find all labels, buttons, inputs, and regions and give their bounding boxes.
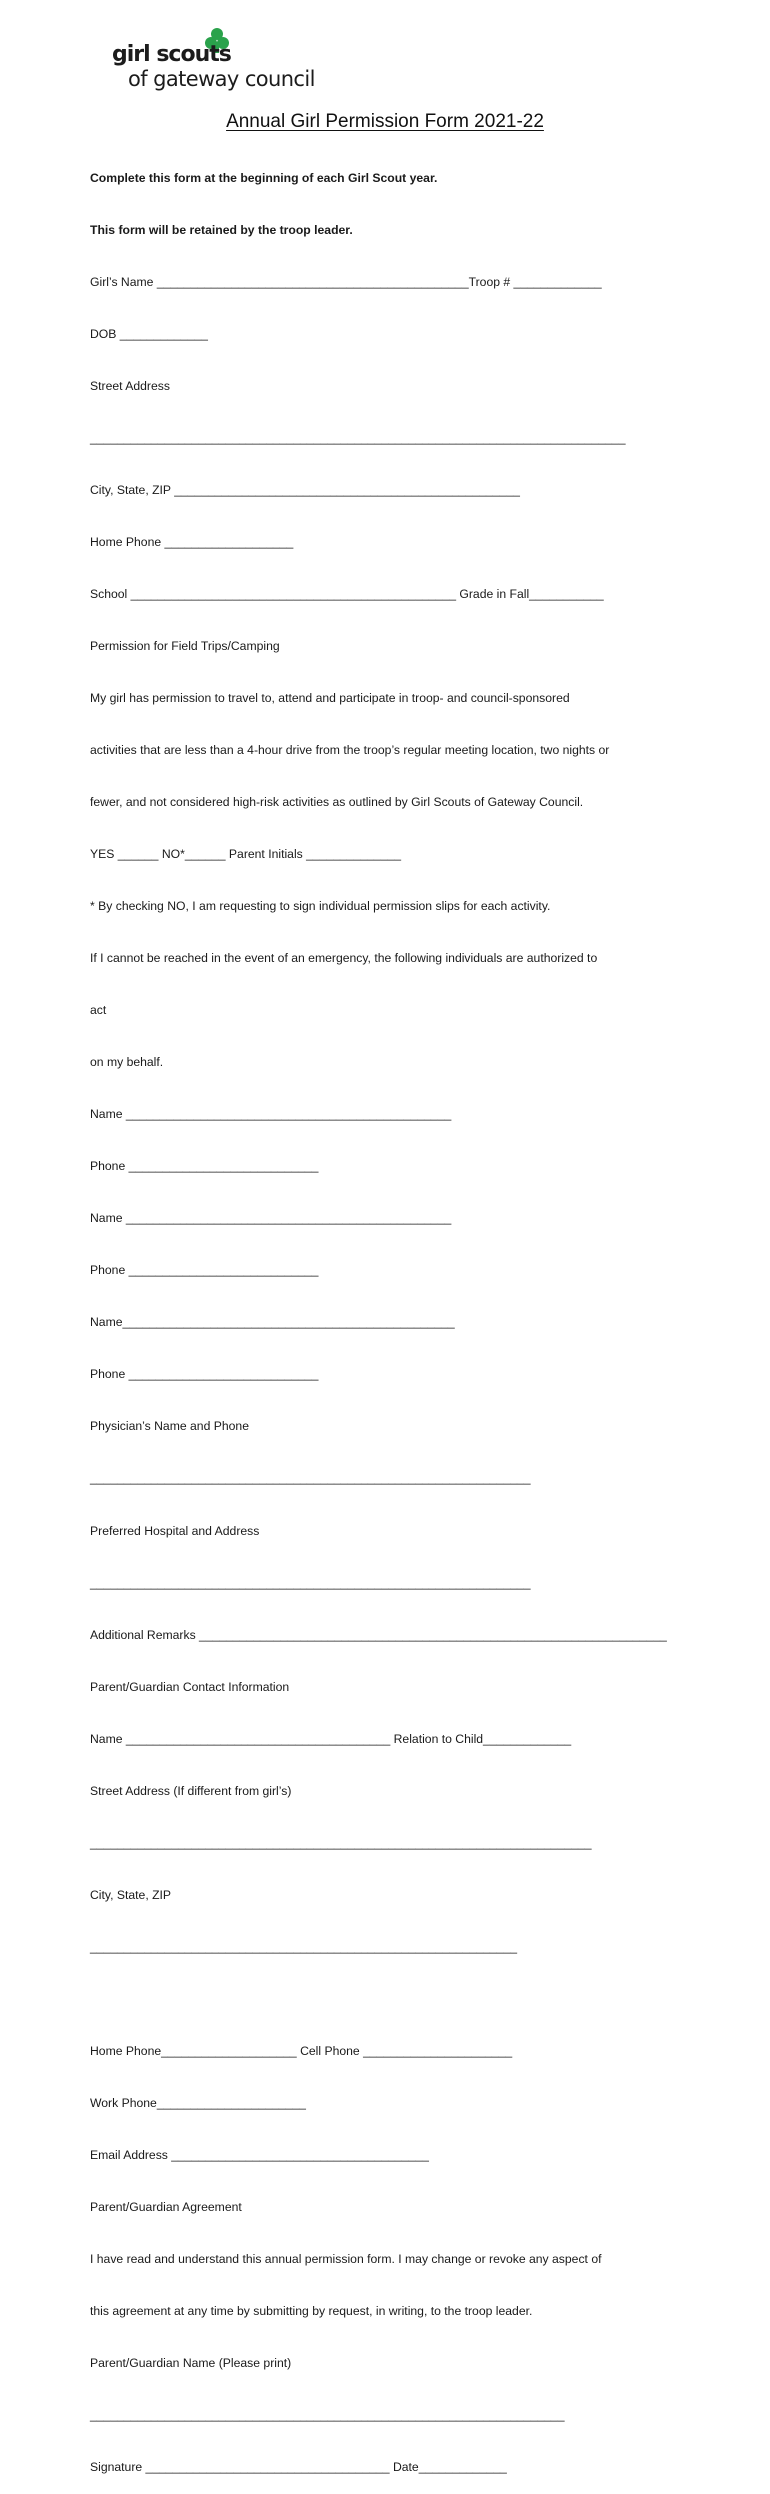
yes-no-initials-field[interactable]: YES ______ NO*______ Parent Initials ______________ <box>90 847 402 862</box>
agreement-text: I have read and understand this annual permission form. I may change or revoke any aspect of <box>90 2251 602 2266</box>
logo-text-line1: girl scouts <box>112 42 231 67</box>
parent-city-state-zip-field[interactable]: _______________________________________________________________ <box>90 1939 518 1954</box>
logo-text-line2: of gateway council <box>128 67 315 91</box>
additional-remarks-field[interactable]: Additional Remarks _____________________________________________________________________ <box>90 1627 667 1642</box>
section-heading-field-trips: Permission for Field Trips/Camping <box>90 638 280 653</box>
section-heading-agreement: Parent/Guardian Agreement <box>90 2199 242 2214</box>
parent-name-print-field[interactable]: ______________________________________________________________________ <box>90 2408 565 2423</box>
street-address-field[interactable]: _______________________________________________________________________________ <box>90 430 626 445</box>
form-body <box>90 135 690 2494</box>
form-title: Annual Girl Permission Form 2021-22 <box>226 111 544 132</box>
instruction-line: Complete this form at the beginning of each Girl Scout year. <box>90 170 438 185</box>
spacer <box>90 1991 690 2008</box>
girl-name-troop-field[interactable]: Girl’s Name ______________________________________________Troop # _____________ <box>90 274 602 289</box>
instruction-line: This form will be retained by the troop leader. <box>90 222 353 237</box>
parent-street-address-label: Street Address (If different from girl’s) <box>90 1783 292 1798</box>
emergency-name-field-1[interactable]: Name ________________________________________________ <box>90 1107 452 1122</box>
permission-text: My girl has permission to travel to, attend and participate in troop- and council-sponsored <box>90 691 570 705</box>
physician-field[interactable]: _________________________________________________________________ <box>90 1471 531 1486</box>
emergency-name-field-3[interactable]: Name_________________________________________________ <box>90 1315 455 1330</box>
parent-name-print-label: Parent/Guardian Name (Please print) <box>90 2356 292 2370</box>
emergency-text: If I cannot be reached in the event of an emergency, the following individuals are authorized to <box>90 951 598 966</box>
work-phone-field[interactable]: Work Phone______________________ <box>90 2095 306 2110</box>
parent-street-address-field[interactable]: __________________________________________________________________________ <box>90 1835 592 1850</box>
signature-date-field[interactable]: Signature ____________________________________ Date_____________ <box>90 2460 507 2475</box>
emergency-phone-field-1[interactable]: Phone ____________________________ <box>90 1159 319 1174</box>
agreement-text: this agreement at any time by submitting by request, in writing, to the troop leader. <box>90 2303 533 2318</box>
girl-scouts-logo <box>112 28 315 98</box>
school-grade-field[interactable]: School ________________________________________________ Grade in Fall___________ <box>90 586 604 601</box>
emergency-name-field-2[interactable]: Name ________________________________________________ <box>90 1211 452 1226</box>
section-heading-parent-contact: Parent/Guardian Contact Information <box>90 1679 290 1694</box>
street-address-label: Street Address <box>90 378 170 393</box>
note-text: * By checking NO, I am requesting to sign individual permission slips for each activity. <box>90 899 551 914</box>
email-address-field[interactable]: Email Address ______________________________________ <box>90 2147 429 2162</box>
parent-city-state-zip-label: City, State, ZIP <box>90 1887 172 1902</box>
parent-name-relation-field[interactable]: Name _______________________________________ Relation to Child_____________ <box>90 1731 572 1746</box>
city-state-zip-field[interactable]: City, State, ZIP ___________________________________________________ <box>90 482 520 497</box>
permission-text: activities that are less than a 4-hour drive from the troop’s regular meeting location, two nights or <box>90 743 610 758</box>
home-phone-field[interactable]: Home Phone ___________________ <box>90 534 294 549</box>
home-cell-phone-field[interactable]: Home Phone____________________ Cell Phone ______________________ <box>90 2043 513 2058</box>
emergency-text: on my behalf. <box>90 1055 164 1070</box>
emergency-phone-field-3[interactable]: Phone ____________________________ <box>90 1367 319 1382</box>
permission-text: fewer, and not considered high-risk activities as outlined by Girl Scouts of Gateway Council. <box>90 795 584 810</box>
hospital-field[interactable]: _________________________________________________________________ <box>90 1575 531 1590</box>
hospital-label: Preferred Hospital and Address <box>90 1523 260 1538</box>
emergency-text: act <box>90 1003 107 1018</box>
physician-label: Physician’s Name and Phone <box>90 1419 249 1434</box>
emergency-phone-field-2[interactable]: Phone ____________________________ <box>90 1263 319 1278</box>
dob-field[interactable]: DOB _____________ <box>90 326 208 341</box>
